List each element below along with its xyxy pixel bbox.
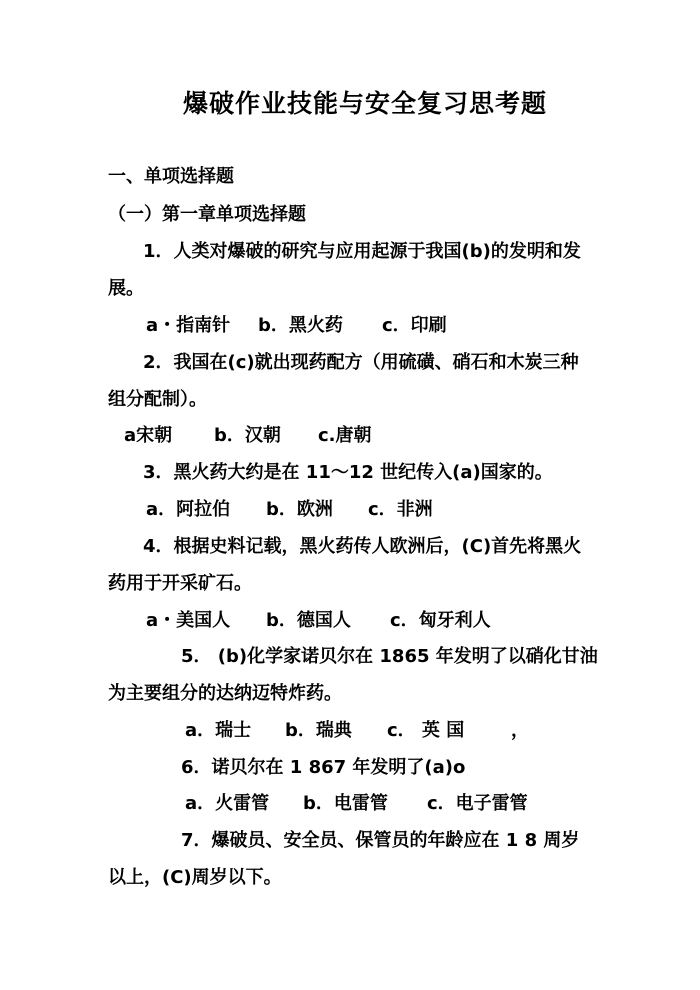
- question-4-text-cont: 药用于开采矿石。: [108, 573, 252, 594]
- question-2-options: [124, 424, 372, 448]
- option-b: b．电雷管: [303, 793, 388, 814]
- question-5-options: [185, 719, 529, 743]
- question-7-text: 7．爆破员、安全员、保管员的年龄应在 1 8 周岁: [181, 830, 580, 851]
- option-a: a．瑞士: [185, 720, 252, 741]
- question-2-text-cont: 组分配制）。: [108, 389, 207, 410]
- question-2-text: 2．我国在(c)就出现药配方（用硫磺、硝石和木炭三种: [143, 352, 579, 373]
- question-4-text: 4．根据史料记载，黑火药传人欧洲后，(C)首先将黑火: [143, 536, 582, 557]
- subsection-heading: （一）第一章单项选择题: [108, 204, 306, 225]
- option-a: a．阿拉伯: [146, 499, 231, 520]
- option-b: b．欧洲: [266, 499, 333, 520]
- question-3-text: 3．黑火药大约是在 11～12 世纪传入(a)国家的。: [143, 462, 553, 483]
- question-4-options: [146, 609, 491, 633]
- question-6-options: [185, 792, 528, 816]
- option-c: c．匈牙利人: [390, 610, 491, 631]
- option-b: b．瑞典: [285, 720, 352, 741]
- question-1-text-cont: 展。: [108, 278, 144, 299]
- question-7-text-cont: 以上，(C)周岁以下。: [108, 867, 282, 888]
- option-a: a．火雷管: [185, 793, 270, 814]
- option-a: a宋朝: [124, 425, 173, 446]
- option-c: c.唐朝: [318, 425, 372, 446]
- option-c: c．电子雷管: [427, 793, 528, 814]
- question-3-options: [146, 498, 433, 522]
- option-trailing-mark: ，: [511, 720, 529, 741]
- option-b: b．德国人: [266, 610, 351, 631]
- question-5-text: 5． (b)化学家诺贝尔在 1865 年发明了以硝化甘油: [181, 646, 598, 667]
- option-c: c．非洲: [368, 499, 433, 520]
- option-c: c．印刷: [382, 315, 447, 336]
- question-1-text: 1．人类对爆破的研究与应用起源于我国(b)的发明和发: [143, 241, 581, 262]
- document-title: 爆破作业技能与安全复习思考题: [182, 89, 547, 118]
- question-1-options: [146, 314, 447, 338]
- option-b: b．汉朝: [214, 425, 281, 446]
- option-b: b．黑火药: [258, 315, 343, 336]
- section-heading: 一、单项选择题: [108, 166, 234, 187]
- option-a: a・美国人: [146, 610, 231, 631]
- option-c: c． 英 国: [387, 720, 465, 741]
- option-a: a・指南针: [146, 315, 231, 336]
- question-6-text: 6．诺贝尔在 1 867 年发明了(a)o: [181, 757, 466, 778]
- question-5-text-cont: 为主要组分的达纳迈特炸药。: [108, 683, 342, 704]
